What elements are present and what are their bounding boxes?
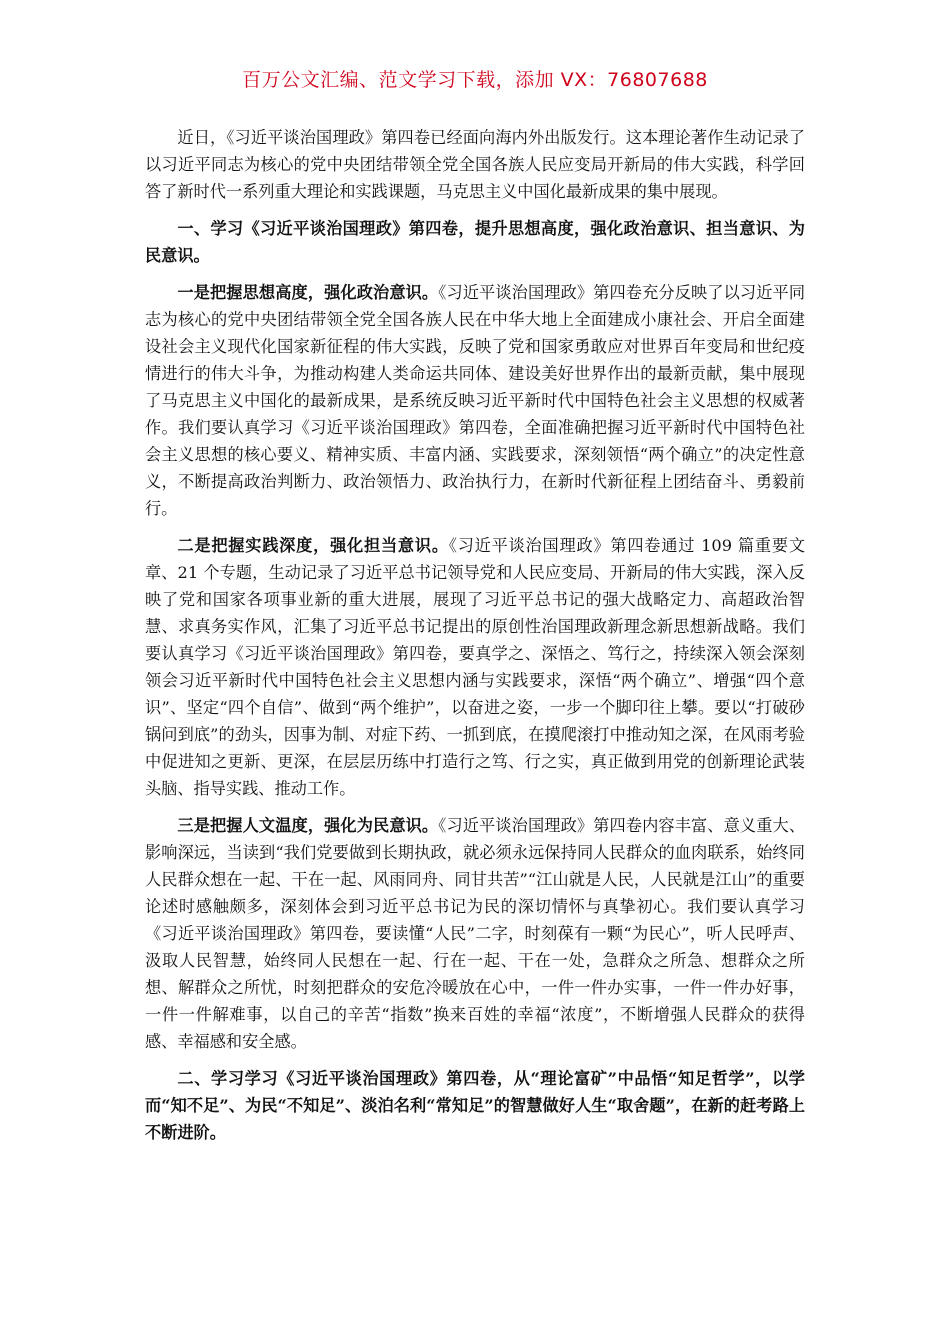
intro-paragraph: 近日，《习近平谈治国理政》第四卷已经面向海内外出版发行。这本理论著作生动记录了以习近平同志为核心的党中央团结带领全党全国各族人民应变局开新局的伟大实践，科学回答了新时代一系列重大理论和实践课题，马克思主义中国化最新成果的集中展现。 bbox=[145, 128, 805, 201]
point-lead-1: 一是把握思想高度，强化政治意识。 bbox=[177, 283, 439, 302]
point-text-2: 《习近平谈治国理政》第四卷通过 109 篇重要文章、21 个专题，生动记录了习近平总书记领导党和人民应变局、开新局的伟大实践，深入反映了党和国家各项事业新的重大进展，展现了习近平总书记的强大战略定力、高超政治智慧、求真务实作风，汇集了习近平总书记提出的原创性治国理政新理念新思想新战略。我们要认真学习《习近平谈治国理政》第四卷，要真学之、深悟之、笃行之，持续深入领会深刻领会习近平新时代中国特色社会主义思想内涵与实践要求，深悟“两个确立”、增强“四个意识”、坚定“四个自信”、做到“两个维护”，以奋进之姿，一步一个脚印往上攀。要以“打破砂锅问到底”的劲头，因事为制、对症下药、一抓到底，在摸爬滚打中推动知之深，在风雨考验中促进知之更新、更深，在层层历练中打造行之笃、行之实，真正做到用党的创新理论武装头脑、指导实践、推动工作。 bbox=[145, 536, 806, 798]
point-paragraph-1 bbox=[145, 279, 805, 522]
article-body bbox=[145, 124, 805, 1156]
section-heading-1: 一、学习《习近平谈治国理政》第四卷，提升思想高度，强化政治意识、担当意识、为民意识。 bbox=[145, 219, 805, 265]
point-paragraph-3 bbox=[145, 812, 805, 1055]
point-text-3: 《习近平谈治国理政》第四卷内容丰富、意义重大、影响深远，当读到“我们党要做到长期执政，就必须永远保持同人民群众的血肉联系，始终同人民群众想在一起、干在一起、风雨同舟、同甘共苦”“江山就是人民，人民就是江山”的重要论述时感触颇多，深刻体会到习近平总书记为民的深切情怀与真挚初心。我们要认真学习《习近平谈治国理政》第四卷，要读懂“人民”二字，时刻葆有一颗“为民心”，听人民呼声、汲取人民智慧，始终同人民想在一起、行在一起、干在一处，急群众之所急、想群众之所想、解群众之所忧，时刻把群众的安危冷暖放在心中，一件一件办实事，一件一件办好事，一件一件解难事，以自己的辛苦“指数”换来百姓的幸福“浓度”，不断增强人民群众的获得感、幸福感和安全感。 bbox=[145, 816, 806, 1051]
point-lead-2: 二是把握实践深度，强化担当意识。 bbox=[177, 536, 449, 555]
point-paragraph-2 bbox=[145, 532, 805, 802]
section-heading-2: 二、学习学习《习近平谈治国理政》第四卷，从“理论富矿”中品悟“知足哲学”，以学而“知不足”、为民“不知足”、淡泊名利“常知足”的智慧做好人生“取舍题”，在新的赶考路上不断进阶。 bbox=[145, 1069, 805, 1142]
point-text-1: 《习近平谈治国理政》第四卷充分反映了以习近平同志为核心的党中央团结带领全党全国各族人民在中华大地上全面建成小康社会、开启全面建设社会主义现代化国家新征程的伟大实践，反映了党和国家勇敢应对世界百年变局和世纪疫情进行的伟大斗争，为推动构建人类命运共同体、建设美好世界作出的最新贡献，集中展现了马克思主义中国化的最新成果，是系统反映习近平新时代中国特色社会主义思想的权威著作。我们要认真学习《习近平谈治国理政》第四卷，全面准确把握习近平新时代中国特色社会主义思想的核心要义、精神实质、丰富内涵、实践要求，深刻领悟“两个确立”的决定性意义，不断提高政治判断力、政治领悟力、政治执行力，在新时代新征程上团结奋斗、勇毅前行。 bbox=[145, 283, 806, 518]
point-lead-3: 三是把握人文温度，强化为民意识。 bbox=[177, 816, 439, 835]
promo-banner: 百万公文汇编、范文学习下载，添加 VX：76807688 bbox=[242, 69, 708, 91]
